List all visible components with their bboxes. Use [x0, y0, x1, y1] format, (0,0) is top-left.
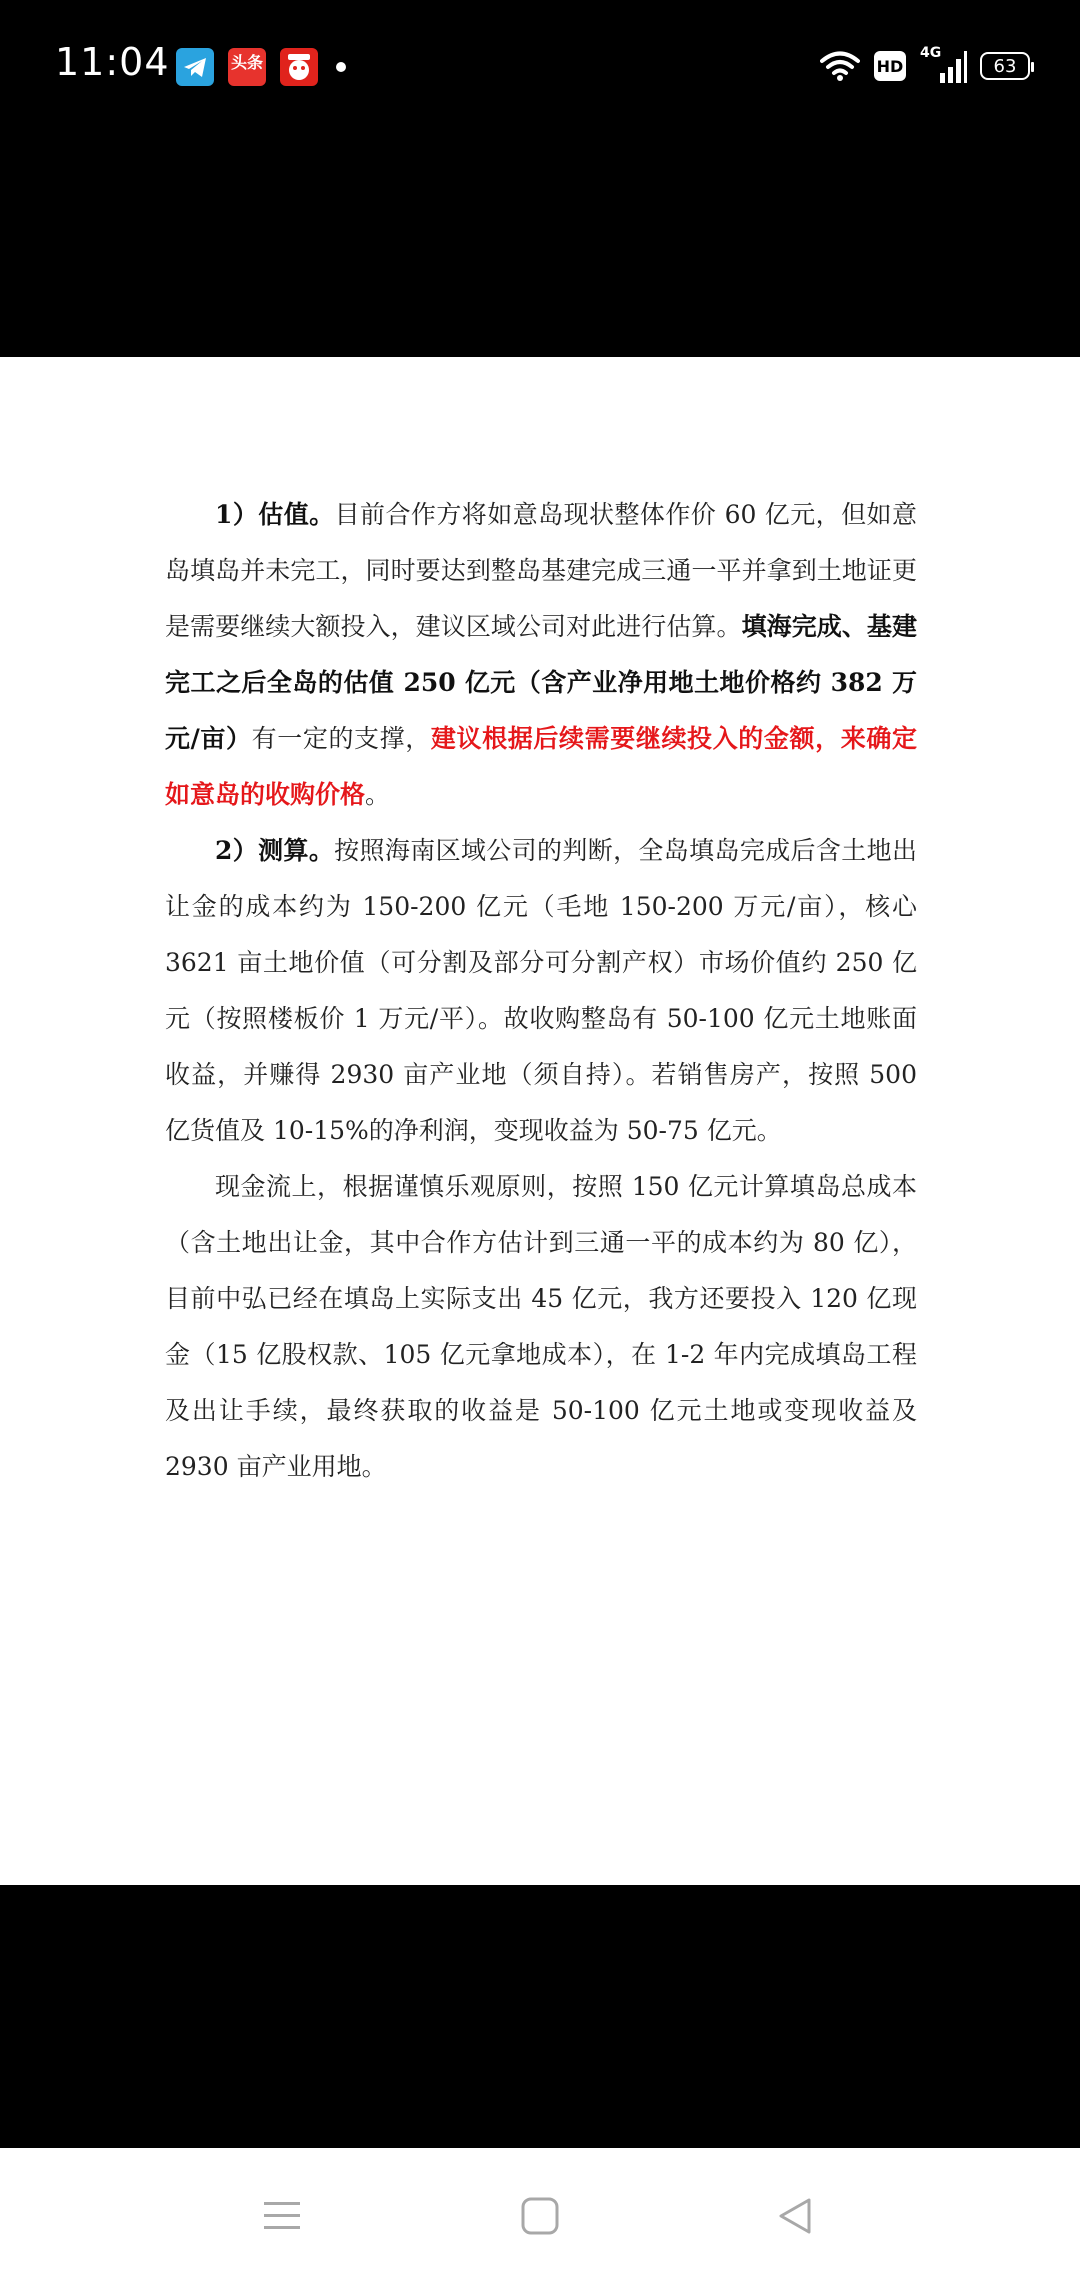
wifi-icon: [820, 50, 860, 82]
telegram-icon: [176, 48, 214, 86]
valuation-text-1: 目前合作方将如意岛现状整体作价 60 亿元，但如意岛填岛并未完工，同时要达到整岛基建完成三通一平并拿到土地证更是需要继续大额投入，建议区域公司对此进行估算。: [165, 500, 917, 641]
valuation-heading: 1）估值。: [215, 500, 335, 529]
valuation-bold-text: 填海完成、基建完工之后全岛的估值 250 亿元（含产业净用地土地价格约 382 万元/亩）: [165, 612, 917, 753]
home-square-icon[interactable]: [510, 2188, 570, 2244]
paragraph-cashflow: [165, 1159, 917, 1495]
status-time: 11:04: [55, 40, 170, 84]
valuation-text-3: 。: [365, 780, 391, 809]
paragraph-valuation: [165, 487, 917, 823]
calculation-text: 按照海南区域公司的判断，全岛填岛完成后含土地出让金的成本约为 150-200 亿元（毛地 150-200 万元/亩），核心 3621 亩土地价值（可分割及部分可分割产权）市场价值约 250 亿元（按照楼板价 1 万元/平）。故收购整岛有 50-100 亿元土地账面收益，并赚得 2930 亩产业地（须自持）。若销售房产，按照 500 亿货值及 10-15%的净利润，变现收益为 50-75 亿元。: [165, 836, 917, 1145]
back-triangle-icon[interactable]: [765, 2188, 825, 2244]
network-type-label: 4G: [920, 45, 942, 61]
status-bar: [0, 0, 1080, 130]
battery-level: 63: [993, 55, 1017, 77]
viewer-bottom-area: [0, 1885, 1080, 2148]
paragraph-calculation: [165, 823, 917, 1159]
calculation-heading: 2）测算。: [215, 836, 335, 865]
toutiao-icon: [228, 48, 266, 86]
document-page: [0, 357, 1080, 1885]
document-body: [165, 487, 917, 1495]
battery-icon: [980, 52, 1030, 80]
pinduoduo-icon: [280, 48, 318, 86]
valuation-red-text: 建议根据后续需要继续投入的金额，来确定如意岛的收购价格: [165, 724, 917, 809]
more-notifications-dot: [336, 62, 346, 72]
menu-icon[interactable]: [252, 2188, 312, 2244]
signal-icon: [920, 45, 966, 83]
cashflow-text: 现金流上，根据谨慎乐观原则，按照 150 亿元计算填岛总成本（含土地出让金，其中合作方估计到三通一平的成本约为 80 亿），目前中弘已经在填岛上实际支出 45 亿元，我方还要投入 120 亿现金（15 亿股权款、105 亿元拿地成本），在 1-2 年内完成填岛工程及出让手续，最终获取的收益是 50-100 亿元土地或变现收益及 2930 亩产业用地。: [165, 1172, 917, 1481]
valuation-text-2: 有一定的支撑，: [251, 724, 431, 753]
navigation-bar: [0, 2148, 1080, 2280]
hd-badge: HD: [874, 51, 906, 81]
status-right-group: [820, 46, 1030, 86]
toutiao-label: 头条: [230, 53, 263, 72]
